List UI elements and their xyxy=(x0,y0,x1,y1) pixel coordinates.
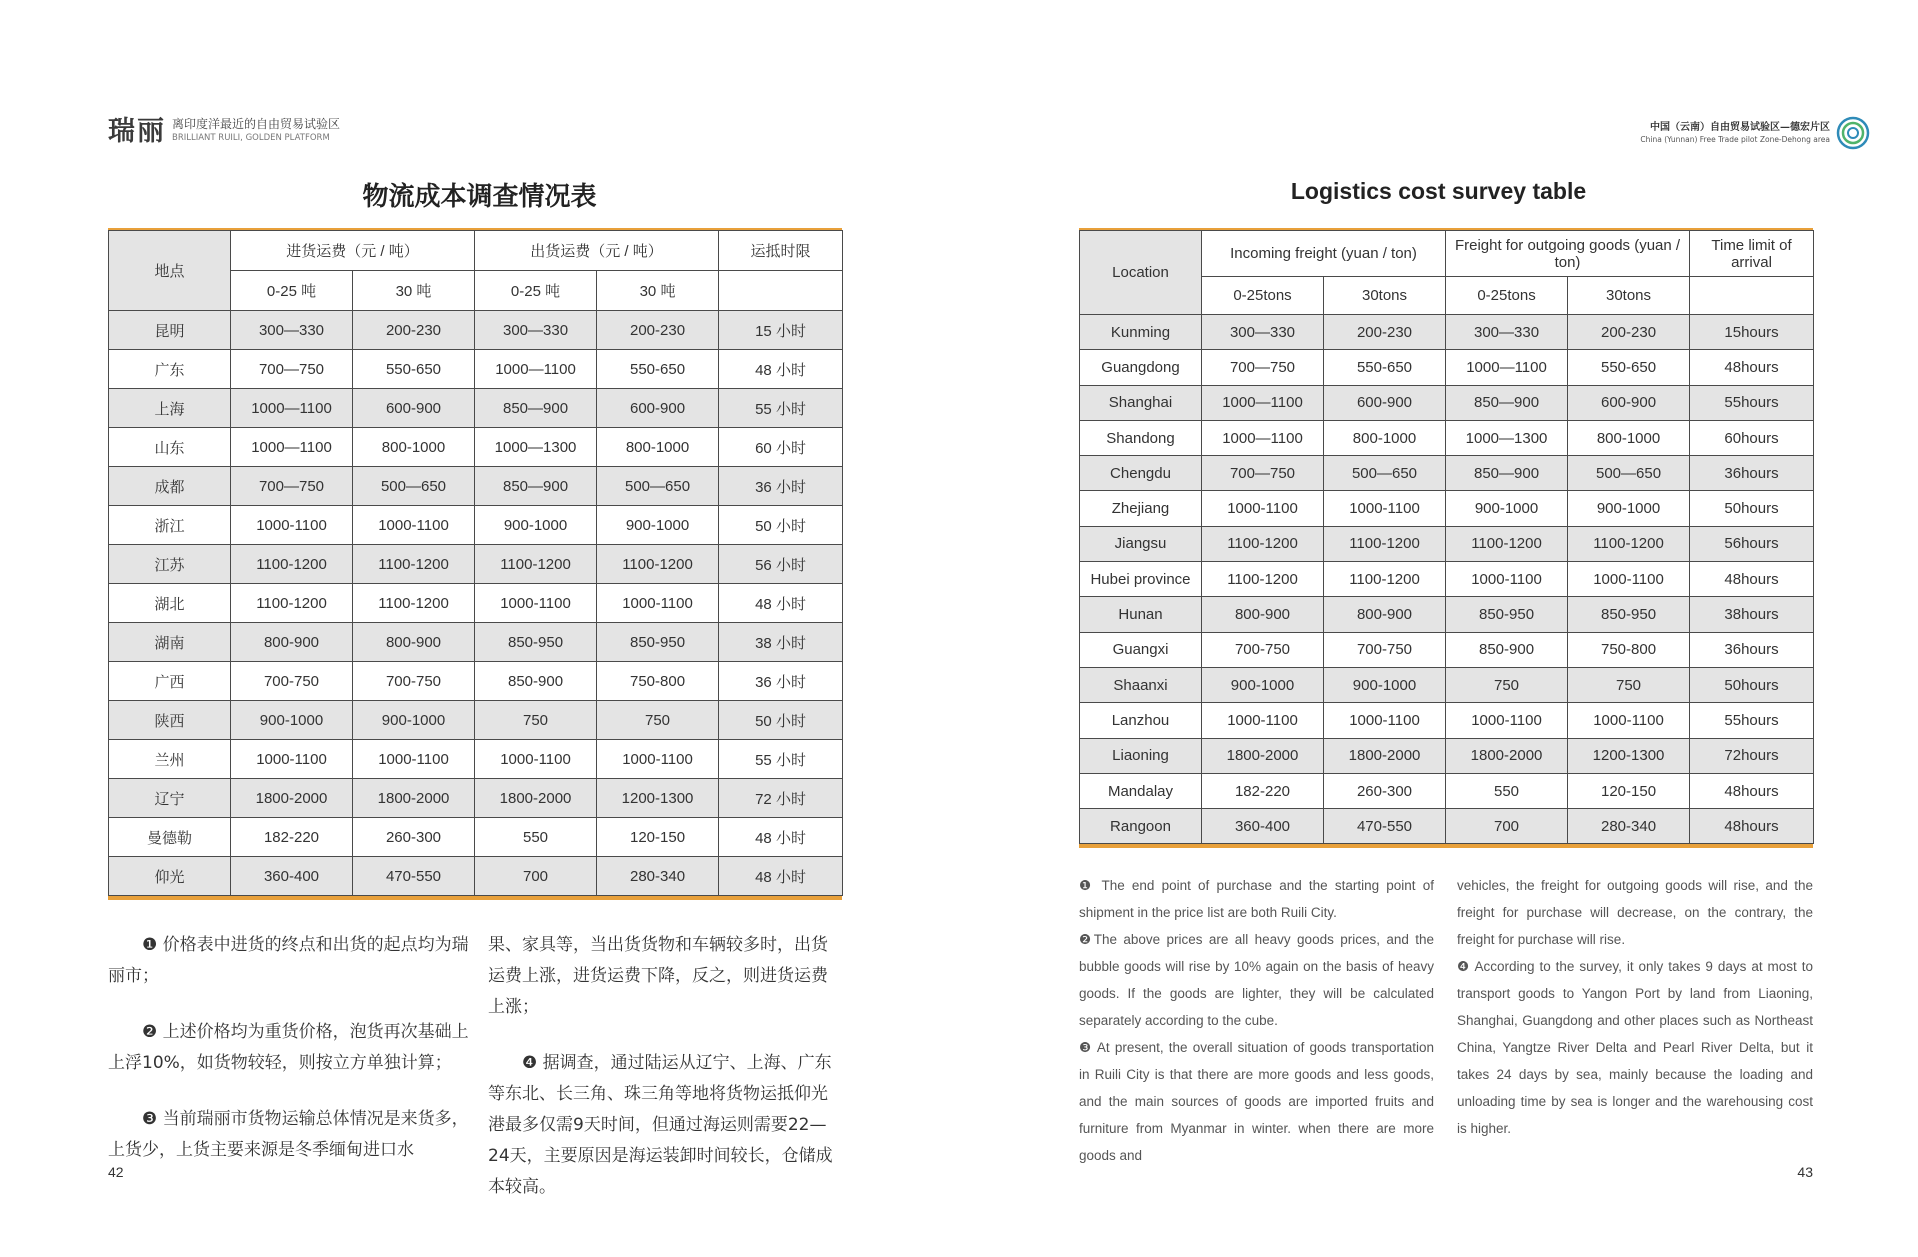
table-row xyxy=(109,857,843,896)
note-4: ❹ According to the survey, it only takes 9 days at most to transport goods to Yangon Port by land from Liaoning, Shanghai, Guangdong and other places such as Northeast China, Yangtze River Delta and Pearl River Delta, but it takes 24 days by sea, mainly because the loading and unloading time by sea is longer and the warehousing cost is higher. xyxy=(1457,959,1813,1136)
brand-slogan-en: BRILLIANT RUILI, GOLDEN PLATFORM xyxy=(172,133,330,143)
header-sub-3: 30 吨 xyxy=(597,271,719,311)
row-cell: 1000-1100 xyxy=(1568,703,1690,738)
table-row xyxy=(109,662,843,701)
row-cell: 72 小时 xyxy=(719,779,843,818)
row-cell: 1200-1300 xyxy=(597,779,719,818)
row-cell: 48 小时 xyxy=(719,857,843,896)
row-cell: 300—330 xyxy=(1446,315,1568,350)
row-cell: 360-400 xyxy=(1202,809,1324,844)
row-cell: 50hours xyxy=(1690,491,1814,526)
row-location: 浙江 xyxy=(109,506,231,545)
table-row xyxy=(109,506,843,545)
row-cell: 1000—1100 xyxy=(1202,385,1324,420)
note-3-cont: 果、家具等，当出货货物和车辆较多时，出货运费上涨，进货运费下降，反之，则进货运费上涨； xyxy=(488,935,828,1017)
row-cell: 850—900 xyxy=(475,389,597,428)
row-cell: 1000-1100 xyxy=(353,506,475,545)
row-cell: 120-150 xyxy=(1568,773,1690,808)
row-cell: 500—650 xyxy=(1568,456,1690,491)
note-3-cont: vehicles, the freight for outgoing goods will rise, and the freight for purchase will decrease, on the contrary, the freight for purchase will rise. xyxy=(1457,878,1813,947)
header-outgoing-freight: Freight for outgoing goods (yuan / ton) xyxy=(1446,231,1690,277)
table-row xyxy=(1080,562,1814,597)
row-cell: 48hours xyxy=(1690,773,1814,808)
row-cell: 300—330 xyxy=(1202,315,1324,350)
row-cell: 1100-1200 xyxy=(353,584,475,623)
row-cell: 850—900 xyxy=(1446,456,1568,491)
row-cell: 1000—1300 xyxy=(475,428,597,467)
row-cell: 800-900 xyxy=(231,623,353,662)
row-cell: 470-550 xyxy=(1324,809,1446,844)
zone-name-en: China (Yunnan) Free Trade pilot Zone-Dehong area xyxy=(1640,135,1830,144)
row-cell: 60hours xyxy=(1690,420,1814,455)
row-cell: 900-1000 xyxy=(353,701,475,740)
table-row xyxy=(109,545,843,584)
row-location: Hunan xyxy=(1080,597,1202,632)
row-cell: 900-1000 xyxy=(475,506,597,545)
row-location: 成都 xyxy=(109,467,231,506)
table-row xyxy=(109,428,843,467)
notes-column-1 xyxy=(108,930,470,1166)
table-row xyxy=(109,740,843,779)
table-row xyxy=(109,467,843,506)
row-cell: 900-1000 xyxy=(231,701,353,740)
header-incoming-freight: Incoming freight (yuan / ton) xyxy=(1202,231,1446,277)
row-cell: 1000—1100 xyxy=(1202,420,1324,455)
brand-slogan-cn: 离印度洋最近的自由贸易试验区 xyxy=(172,117,341,131)
table-row xyxy=(1080,597,1814,632)
row-cell: 1100-1200 xyxy=(231,584,353,623)
row-cell: 1800-2000 xyxy=(1324,738,1446,773)
header-sub-0: 0-25tons xyxy=(1202,277,1324,315)
header-sub-0: 0-25 吨 xyxy=(231,271,353,311)
row-location: Hubei province xyxy=(1080,562,1202,597)
row-location: 湖南 xyxy=(109,623,231,662)
logistics-table-cn xyxy=(108,230,843,896)
row-cell: 800-900 xyxy=(1324,597,1446,632)
row-location: Zhejiang xyxy=(1080,491,1202,526)
row-location: Shanghai xyxy=(1080,385,1202,420)
header-sub-4 xyxy=(719,271,843,311)
table-row xyxy=(1080,632,1814,667)
row-cell: 550-650 xyxy=(1324,350,1446,385)
row-cell: 36hours xyxy=(1690,456,1814,491)
row-cell: 750 xyxy=(1446,667,1568,702)
brand-logo: 瑞丽 xyxy=(108,116,166,147)
row-cell: 600-900 xyxy=(597,389,719,428)
table-row xyxy=(1080,809,1814,844)
row-cell: 50 小时 xyxy=(719,701,843,740)
row-cell: 550 xyxy=(475,818,597,857)
note-2: ❷The above prices are all heavy goods prices, and the bubble goods will rise by 10% again on the basis of heavy goods. If the goods are lighter, they will be calculated separately according to the cube. xyxy=(1079,932,1434,1028)
row-cell: 60 小时 xyxy=(719,428,843,467)
table-row xyxy=(109,623,843,662)
row-cell: 700—750 xyxy=(231,350,353,389)
row-cell: 1100-1200 xyxy=(475,545,597,584)
table-row xyxy=(109,389,843,428)
row-cell: 1000-1100 xyxy=(1202,703,1324,738)
row-cell: 750-800 xyxy=(597,662,719,701)
row-cell: 600-900 xyxy=(1324,385,1446,420)
table-row xyxy=(1080,773,1814,808)
row-cell: 700-750 xyxy=(1202,632,1324,667)
row-cell: 182-220 xyxy=(1202,773,1324,808)
row-location: 上海 xyxy=(109,389,231,428)
row-cell: 48hours xyxy=(1690,809,1814,844)
row-cell: 750 xyxy=(475,701,597,740)
row-location: Shandong xyxy=(1080,420,1202,455)
table-row xyxy=(109,818,843,857)
row-cell: 200-230 xyxy=(353,311,475,350)
row-cell: 1100-1200 xyxy=(353,545,475,584)
row-location: 辽宁 xyxy=(109,779,231,818)
row-cell: 500—650 xyxy=(353,467,475,506)
row-cell: 750 xyxy=(1568,667,1690,702)
row-cell: 1100-1200 xyxy=(1324,562,1446,597)
row-cell: 1000—1100 xyxy=(231,389,353,428)
row-cell: 800-900 xyxy=(1202,597,1324,632)
row-cell: 55hours xyxy=(1690,703,1814,738)
row-cell: 280-340 xyxy=(597,857,719,896)
row-cell: 850—900 xyxy=(475,467,597,506)
row-cell: 700 xyxy=(475,857,597,896)
header-incoming-freight: 进货运费（元 / 吨） xyxy=(231,231,475,271)
row-cell: 1000-1100 xyxy=(1446,562,1568,597)
page-title: 物流成本调查情况表 xyxy=(362,182,597,212)
notes-column-2 xyxy=(488,930,842,1228)
row-cell: 1000-1100 xyxy=(231,740,353,779)
row-location: 仰光 xyxy=(109,857,231,896)
header-location: 地点 xyxy=(109,231,231,311)
row-cell: 48hours xyxy=(1690,350,1814,385)
row-cell: 1100-1200 xyxy=(231,545,353,584)
table-row xyxy=(109,584,843,623)
page-title: Logistics cost survey table xyxy=(1290,178,1587,204)
note-1: ❶ 价格表中进货的终点和出货的起点均为瑞丽市； xyxy=(108,935,469,986)
table-row xyxy=(1080,350,1814,385)
row-cell: 15 小时 xyxy=(719,311,843,350)
row-cell: 1000—1100 xyxy=(231,428,353,467)
row-cell: 1800-2000 xyxy=(475,779,597,818)
row-location: Guangdong xyxy=(1080,350,1202,385)
table-row xyxy=(109,779,843,818)
row-cell: 600-900 xyxy=(353,389,475,428)
row-cell: 1000-1100 xyxy=(475,740,597,779)
row-location: 江苏 xyxy=(109,545,231,584)
header-outgoing-freight: 出货运费（元 / 吨） xyxy=(475,231,719,271)
row-location: Liaoning xyxy=(1080,738,1202,773)
row-cell: 260-300 xyxy=(353,818,475,857)
row-cell: 550 xyxy=(1446,773,1568,808)
row-cell: 900-1000 xyxy=(1324,667,1446,702)
row-location: 广东 xyxy=(109,350,231,389)
header-time-limit: 运抵时限 xyxy=(719,231,843,271)
table-row xyxy=(1080,526,1814,561)
row-cell: 260-300 xyxy=(1324,773,1446,808)
notes-column-2 xyxy=(1457,872,1813,1142)
note-3: ❸ At present, the overall situation of goods transportation in Ruili City is that there are more goods and less goods, and the main sources of goods are imported fruits and furniture from Myanmar in winter. when there are more goods and xyxy=(1079,1040,1434,1163)
row-cell: 1000-1100 xyxy=(353,740,475,779)
header-location: Location xyxy=(1080,231,1202,315)
header-sub-1: 30 吨 xyxy=(353,271,475,311)
row-cell: 700—750 xyxy=(231,467,353,506)
header-sub-3: 30tons xyxy=(1568,277,1690,315)
row-cell: 700-750 xyxy=(353,662,475,701)
row-cell: 1000-1100 xyxy=(1324,491,1446,526)
row-cell: 550-650 xyxy=(353,350,475,389)
table-row xyxy=(1080,456,1814,491)
row-location: 湖北 xyxy=(109,584,231,623)
row-location: Kunming xyxy=(1080,315,1202,350)
row-cell: 800-1000 xyxy=(1324,420,1446,455)
row-cell: 850—900 xyxy=(1446,385,1568,420)
row-location: Guangxi xyxy=(1080,632,1202,667)
row-cell: 1100-1200 xyxy=(1446,526,1568,561)
row-cell: 1000-1100 xyxy=(1202,491,1324,526)
row-location: Mandalay xyxy=(1080,773,1202,808)
table-row xyxy=(1080,667,1814,702)
row-cell: 360-400 xyxy=(231,857,353,896)
row-cell: 1000-1100 xyxy=(1446,703,1568,738)
row-cell: 1000-1100 xyxy=(475,584,597,623)
row-cell: 48 小时 xyxy=(719,584,843,623)
page-number: 42 xyxy=(108,1164,124,1180)
row-cell: 1000—1100 xyxy=(1446,350,1568,385)
row-cell: 1000-1100 xyxy=(231,506,353,545)
row-cell: 500—650 xyxy=(1324,456,1446,491)
brand-header xyxy=(108,116,340,148)
note-3: ❸ 当前瑞丽市货物运输总体情况是来货多，上货少，上货主要来源是冬季缅甸进口水 xyxy=(108,1109,469,1160)
row-cell: 300—330 xyxy=(475,311,597,350)
row-cell: 1800-2000 xyxy=(1202,738,1324,773)
row-cell: 56hours xyxy=(1690,526,1814,561)
row-cell: 1100-1200 xyxy=(1568,526,1690,561)
table-row xyxy=(1080,703,1814,738)
note-2: ❷ 上述价格均为重货价格，泡货再次基础上上浮10%，如货物较轻，则按立方单独计算； xyxy=(108,1022,469,1073)
row-cell: 50hours xyxy=(1690,667,1814,702)
row-cell: 48 小时 xyxy=(719,350,843,389)
notes-column-1 xyxy=(1079,872,1434,1169)
row-location: 广西 xyxy=(109,662,231,701)
row-cell: 850-950 xyxy=(1446,597,1568,632)
row-cell: 1000—1300 xyxy=(1446,420,1568,455)
row-cell: 200-230 xyxy=(597,311,719,350)
row-location: 陕西 xyxy=(109,701,231,740)
table-row xyxy=(1080,420,1814,455)
row-location: Lanzhou xyxy=(1080,703,1202,738)
row-cell: 1200-1300 xyxy=(1568,738,1690,773)
row-cell: 1000-1100 xyxy=(597,740,719,779)
row-cell: 48 小时 xyxy=(719,818,843,857)
header-sub-4 xyxy=(1690,277,1814,315)
row-location: Rangoon xyxy=(1080,809,1202,844)
row-cell: 200-230 xyxy=(1568,315,1690,350)
zone-logo-icon xyxy=(1836,116,1870,150)
row-cell: 1100-1200 xyxy=(1202,562,1324,597)
row-cell: 55 小时 xyxy=(719,389,843,428)
note-1: ❶ The end point of purchase and the starting point of shipment in the price list are both Ruili City. xyxy=(1079,878,1434,920)
table-bottom-bar xyxy=(108,896,842,900)
row-cell: 1100-1200 xyxy=(597,545,719,584)
table-row xyxy=(109,701,843,740)
row-cell: 800-900 xyxy=(353,623,475,662)
zone-name-cn: 中国（云南）自由贸易试验区—德宏片区 xyxy=(1650,122,1830,133)
row-cell: 36hours xyxy=(1690,632,1814,667)
row-cell: 700-750 xyxy=(1324,632,1446,667)
note-4: ❹ 据调查，通过陆运从辽宁、上海、广东等东北、长三角、珠三角等地将货物运抵仰光港最多仅需9天时间，但通过海运则需要22—24天，主要原因是海运装卸时间较长，仓储成本较高。 xyxy=(488,1053,833,1197)
row-cell: 550-650 xyxy=(1568,350,1690,385)
row-cell: 900-1000 xyxy=(1446,491,1568,526)
row-cell: 36 小时 xyxy=(719,662,843,701)
row-location: Shaanxi xyxy=(1080,667,1202,702)
row-cell: 750 xyxy=(597,701,719,740)
row-cell: 750-800 xyxy=(1568,632,1690,667)
row-cell: 500—650 xyxy=(597,467,719,506)
row-cell: 36 小时 xyxy=(719,467,843,506)
row-cell: 550-650 xyxy=(597,350,719,389)
row-cell: 1000—1100 xyxy=(475,350,597,389)
row-cell: 280-340 xyxy=(1568,809,1690,844)
row-cell: 600-900 xyxy=(1568,385,1690,420)
row-cell: 1000-1100 xyxy=(597,584,719,623)
header-sub-2: 0-25tons xyxy=(1446,277,1568,315)
header-sub-2: 0-25 吨 xyxy=(475,271,597,311)
row-cell: 72hours xyxy=(1690,738,1814,773)
row-cell: 900-1000 xyxy=(597,506,719,545)
table-row xyxy=(1080,315,1814,350)
row-cell: 700-750 xyxy=(231,662,353,701)
row-cell: 1100-1200 xyxy=(1324,526,1446,561)
row-cell: 900-1000 xyxy=(1568,491,1690,526)
row-cell: 1000-1100 xyxy=(1568,562,1690,597)
row-cell: 300—330 xyxy=(231,311,353,350)
row-cell: 850-900 xyxy=(1446,632,1568,667)
row-cell: 800-1000 xyxy=(1568,420,1690,455)
row-location: Jiangsu xyxy=(1080,526,1202,561)
header-sub-1: 30tons xyxy=(1324,277,1446,315)
row-cell: 850-950 xyxy=(1568,597,1690,632)
row-cell: 470-550 xyxy=(353,857,475,896)
row-location: Chengdu xyxy=(1080,456,1202,491)
row-cell: 56 小时 xyxy=(719,545,843,584)
header-time-limit: Time limit of arrival xyxy=(1690,231,1814,277)
row-cell: 850-900 xyxy=(475,662,597,701)
row-cell: 55 小时 xyxy=(719,740,843,779)
row-cell: 1800-2000 xyxy=(1446,738,1568,773)
row-cell: 800-1000 xyxy=(353,428,475,467)
row-cell: 700 xyxy=(1446,809,1568,844)
zone-header xyxy=(1640,116,1870,150)
row-location: 兰州 xyxy=(109,740,231,779)
row-location: 山东 xyxy=(109,428,231,467)
row-cell: 700—750 xyxy=(1202,456,1324,491)
row-cell: 1100-1200 xyxy=(1202,526,1324,561)
row-cell: 800-1000 xyxy=(597,428,719,467)
row-cell: 50 小时 xyxy=(719,506,843,545)
table-row xyxy=(109,350,843,389)
row-location: 曼德勒 xyxy=(109,818,231,857)
row-cell: 850-950 xyxy=(597,623,719,662)
page-number: 43 xyxy=(1797,1164,1813,1180)
row-cell: 1000-1100 xyxy=(1324,703,1446,738)
row-cell: 120-150 xyxy=(597,818,719,857)
right-page xyxy=(959,0,1918,1257)
row-cell: 700—750 xyxy=(1202,350,1324,385)
table-row xyxy=(109,311,843,350)
row-cell: 38hours xyxy=(1690,597,1814,632)
table-row xyxy=(1080,738,1814,773)
row-cell: 900-1000 xyxy=(1202,667,1324,702)
row-location: 昆明 xyxy=(109,311,231,350)
table-bottom-bar xyxy=(1079,844,1813,848)
table-row xyxy=(1080,491,1814,526)
row-cell: 55hours xyxy=(1690,385,1814,420)
row-cell: 38 小时 xyxy=(719,623,843,662)
row-cell: 15hours xyxy=(1690,315,1814,350)
table-row xyxy=(1080,385,1814,420)
row-cell: 1800-2000 xyxy=(353,779,475,818)
row-cell: 48hours xyxy=(1690,562,1814,597)
row-cell: 182-220 xyxy=(231,818,353,857)
row-cell: 850-950 xyxy=(475,623,597,662)
logistics-table-en xyxy=(1079,230,1814,844)
row-cell: 1800-2000 xyxy=(231,779,353,818)
row-cell: 200-230 xyxy=(1324,315,1446,350)
